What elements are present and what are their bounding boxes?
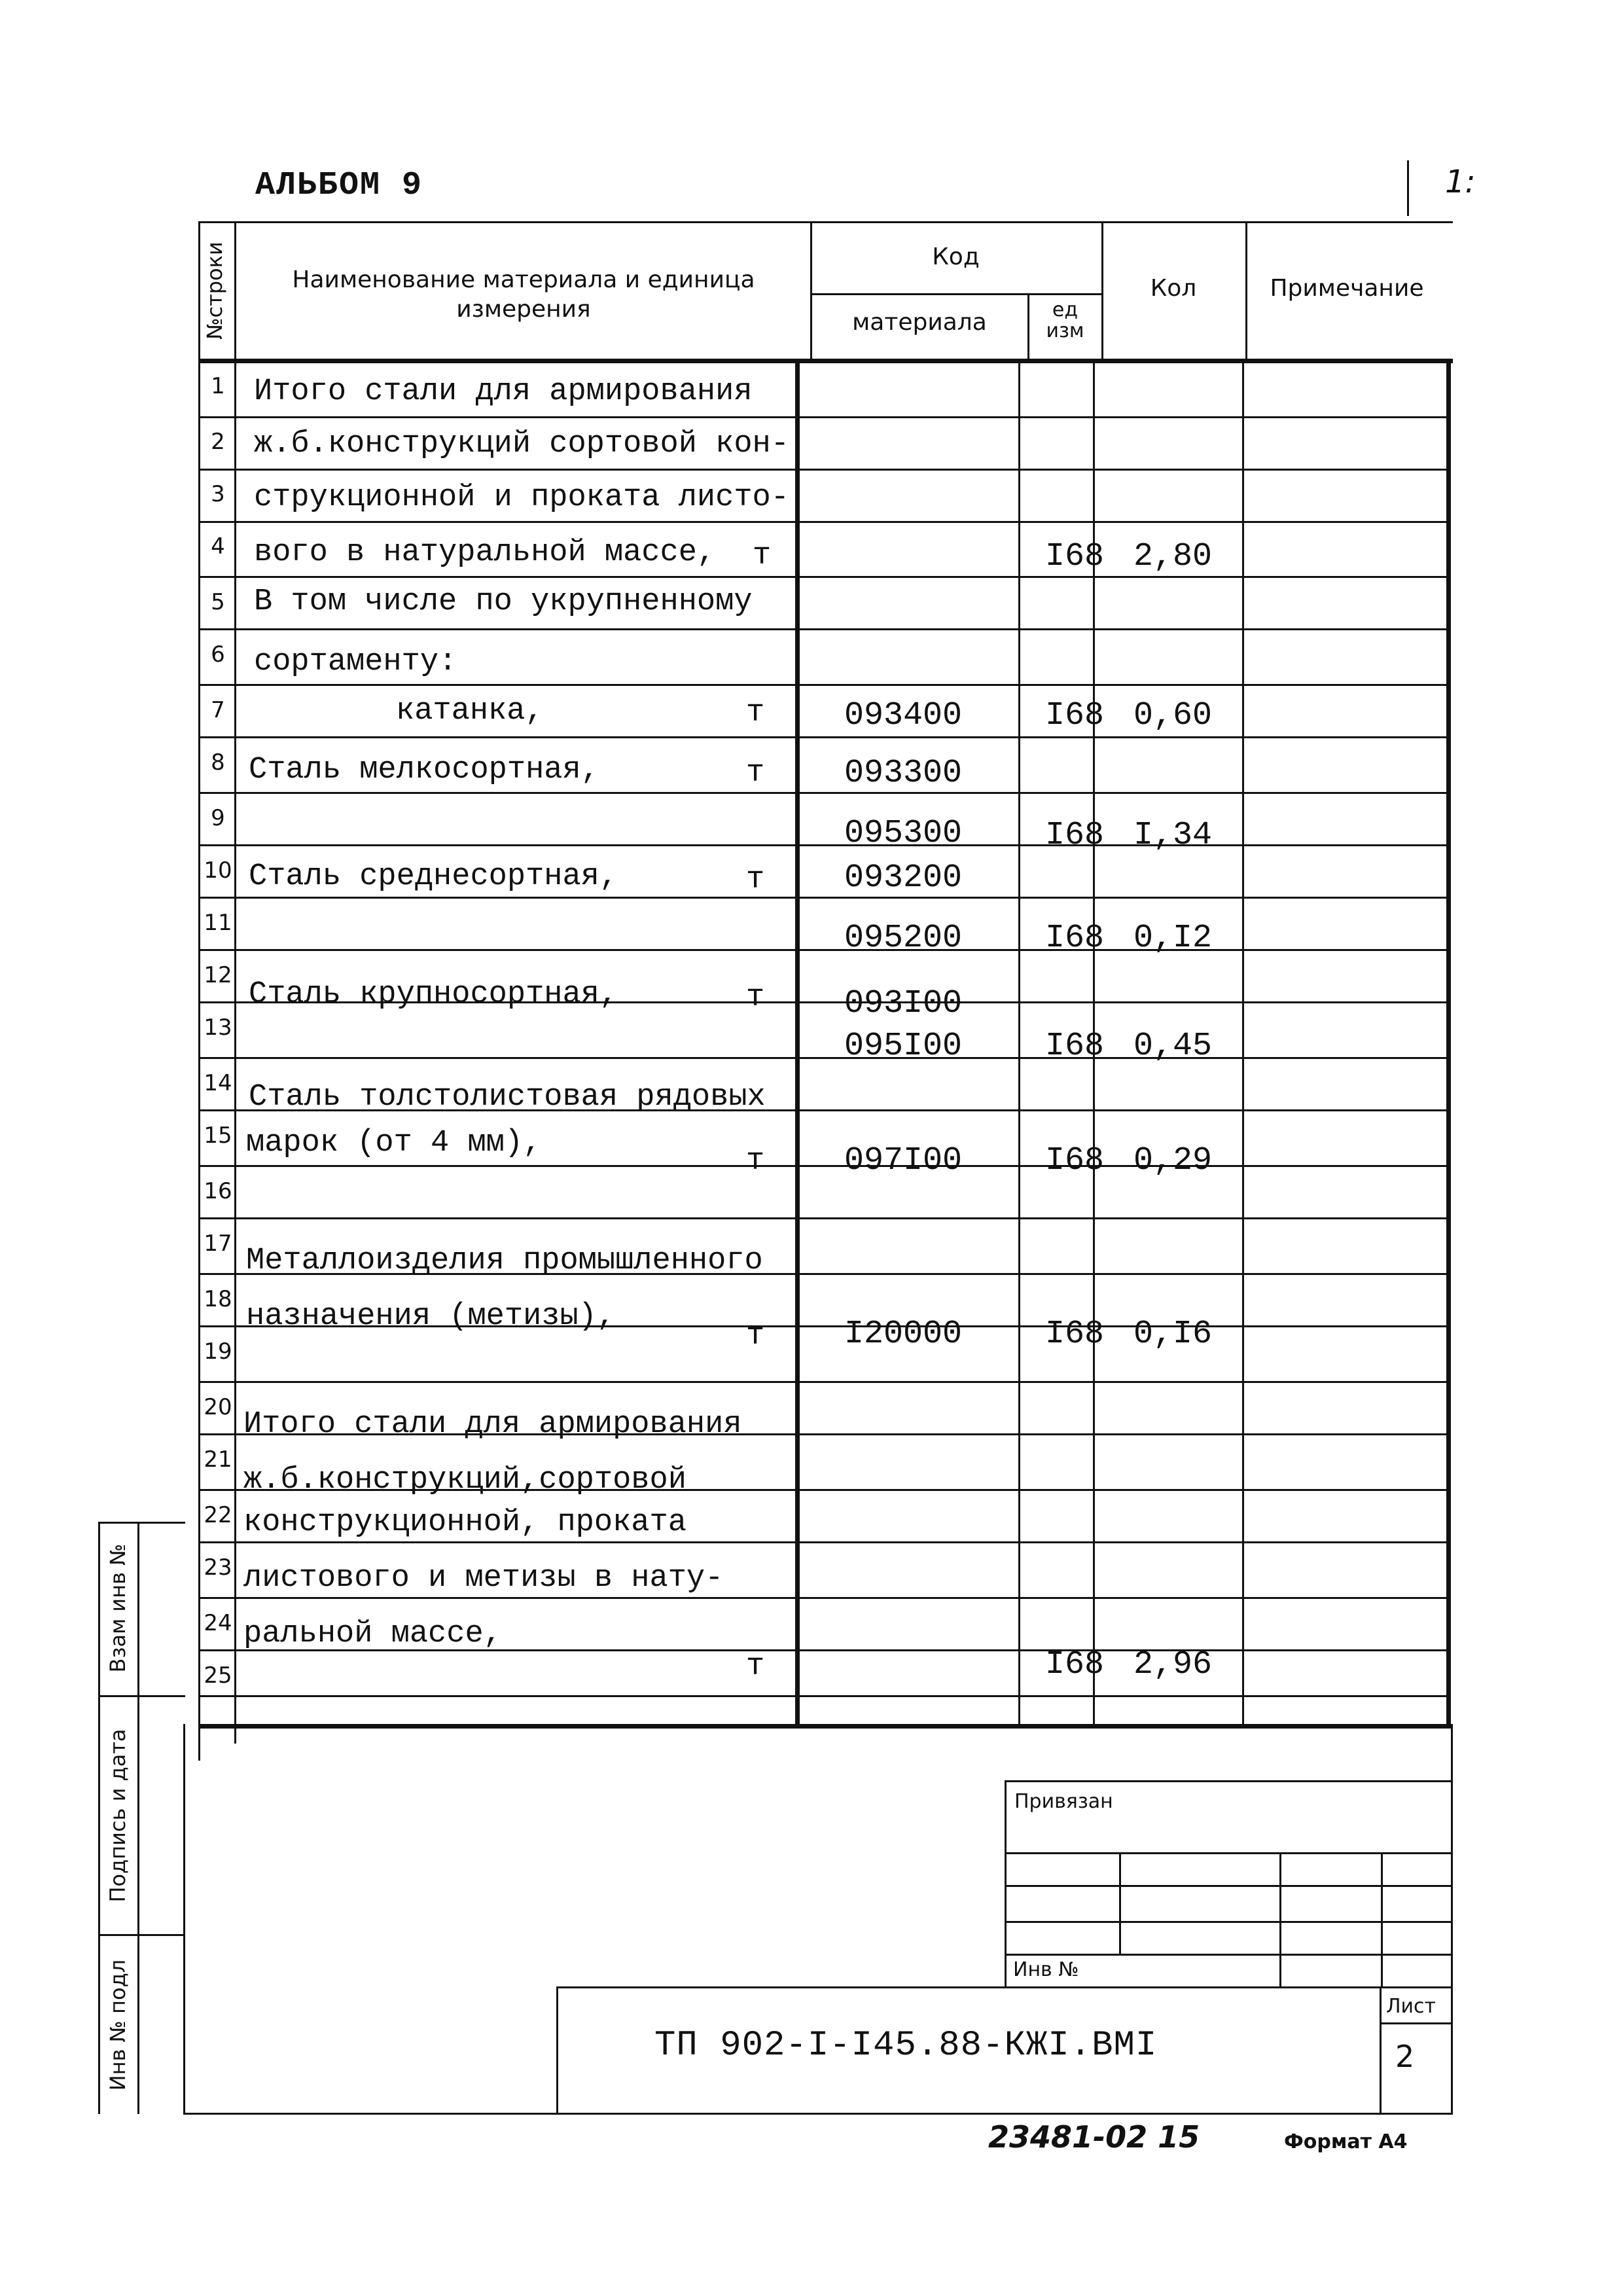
side-inv-podl-label: Инв № подл: [105, 1959, 130, 2091]
material-code: 095I00: [844, 1028, 963, 1065]
col-row-no: №строки: [202, 242, 227, 340]
unit-code: I68: [1045, 1316, 1105, 1353]
row-number: 11: [204, 910, 232, 936]
row-unit: т: [746, 1649, 765, 1684]
row-unit: т: [746, 696, 765, 730]
unit-code: I68: [1045, 697, 1105, 734]
material-code: 093300: [844, 755, 963, 792]
row-name: Сталь крупносортная,: [249, 977, 618, 1012]
frame-bottom-border: [183, 2113, 1453, 2115]
row-number: 9: [211, 805, 225, 831]
stamp-row-line: [1005, 1921, 1451, 1923]
row-line: [198, 897, 1448, 899]
material-code: 095300: [844, 815, 963, 852]
row-line: [198, 1541, 1448, 1543]
table-left-border: [198, 221, 200, 1761]
album-title: АЛЬБОМ 9: [255, 167, 423, 204]
row-name: Сталь мелкосортная,: [249, 753, 599, 787]
material-code: 093400: [844, 697, 963, 734]
row-number: 12: [204, 962, 232, 988]
row-line: [198, 1597, 1448, 1599]
body-qty-border: [1242, 359, 1244, 1727]
unit-code: I68: [1045, 1646, 1105, 1683]
material-code: 095200: [844, 920, 963, 957]
row-name: Металлоизделия промышленного: [246, 1244, 763, 1278]
col-note-header: Примечание: [1270, 275, 1424, 302]
side-podpis-label: Подпись и дата: [105, 1729, 130, 1903]
row-number: 25: [204, 1662, 232, 1689]
sheet-number: 2: [1395, 2039, 1415, 2074]
row-number: 20: [204, 1394, 232, 1420]
corner-mark: [1407, 160, 1409, 216]
row-number: 10: [204, 857, 232, 884]
row-unit: т: [746, 863, 765, 897]
quantity: 0,45: [1133, 1028, 1213, 1065]
unit-code: I68: [1045, 538, 1105, 575]
table-top-border: [198, 221, 1453, 223]
row-line: [198, 949, 1448, 951]
row-number: 5: [211, 589, 225, 615]
col-code-material: материала: [852, 309, 987, 336]
quantity: 0,29: [1133, 1142, 1213, 1179]
row-number: 21: [204, 1446, 232, 1473]
title-block-top: [556, 1986, 1451, 1988]
row-number: 4: [211, 533, 225, 560]
row-number: 7: [211, 697, 225, 723]
material-code: I20000: [844, 1316, 963, 1353]
row-name: В том числе по укрупненному: [254, 584, 753, 619]
title-block-sheet-divider: [1380, 2022, 1451, 2024]
code-sub-border: [810, 293, 1101, 295]
code-unit-border: [1027, 293, 1029, 360]
row-number: 24: [204, 1610, 232, 1636]
title-block-sheet-border: [1380, 1986, 1382, 2114]
inv-no-label: Инв №: [1013, 1958, 1079, 1981]
row-number: 8: [211, 749, 225, 776]
rowno-col-border: [234, 221, 236, 1744]
row-line: [198, 416, 1448, 418]
quantity: 2,80: [1133, 538, 1213, 575]
frame-left-border: [183, 1724, 185, 2114]
row-line: [198, 1695, 1448, 1697]
row-name: назначения (метизы),: [246, 1299, 616, 1334]
row-number: 17: [204, 1230, 232, 1257]
side-vzam-label: Взам инв №: [105, 1543, 130, 1673]
row-line: [198, 736, 1448, 738]
row-number: 14: [204, 1070, 232, 1096]
row-name: Сталь толстолистовая рядовых: [249, 1080, 766, 1115]
stamp-row-line: [1005, 1885, 1451, 1887]
body-right-border: [1446, 359, 1451, 1728]
stamp-col-line: [1279, 1852, 1281, 1988]
row-name: вого в натуральной массе,: [254, 535, 716, 570]
row-line: [198, 792, 1448, 794]
row-unit: т: [746, 980, 765, 1015]
row-unit: т: [746, 1319, 765, 1354]
row-number: 1: [211, 373, 225, 399]
row-line: [198, 844, 1448, 846]
body-top-border: [198, 359, 1453, 363]
row-line: [198, 521, 1448, 523]
row-name: Итого стали для армирования: [243, 1407, 742, 1442]
unit-code: I68: [1045, 1028, 1105, 1065]
row-name: марок (от 4 мм),: [246, 1126, 542, 1160]
col-qty-header: Кол: [1150, 275, 1197, 302]
row-number: 16: [204, 1178, 232, 1204]
side-stamp-divider: [98, 1695, 185, 1697]
body-name-border: [795, 359, 800, 1728]
row-name: листового и метизы в нату-: [243, 1561, 724, 1596]
row-name: катанка,: [396, 694, 544, 728]
row-number: 15: [204, 1122, 232, 1149]
row-name: конструкционной, проката: [243, 1505, 687, 1540]
row-line: [198, 684, 1448, 686]
handwritten-number: 23481-02 15: [988, 2119, 1200, 2155]
unit-code: I68: [1045, 920, 1105, 957]
body-bottom-border: [198, 1724, 1453, 1729]
row-number: 18: [204, 1286, 232, 1312]
row-name: ж.б.конструкций сортовой кон-: [254, 427, 789, 461]
row-unit: т: [753, 539, 772, 573]
row-line: [198, 576, 1448, 578]
title-block-left: [556, 1986, 558, 2114]
side-stamp-divider: [98, 1934, 185, 1936]
side-stamp-left: [98, 1522, 100, 2114]
stamp-col-line: [1119, 1852, 1121, 1954]
stamp-row-line: [1005, 1954, 1451, 1956]
row-number: 23: [204, 1554, 232, 1581]
quantity: I,34: [1133, 817, 1213, 854]
row-line: [198, 1057, 1448, 1059]
col-name-header: Наименование материала и единица измерения: [292, 266, 755, 323]
row-line: [198, 1217, 1448, 1219]
unit-code: I68: [1045, 1142, 1105, 1179]
row-line: [198, 628, 1448, 630]
paper-format: Формат А4: [1284, 2130, 1408, 2153]
document-id: ТП 902-I-I45.88-КЖI.ВМI: [654, 2026, 1158, 2066]
frame-right-border: [1451, 1724, 1453, 2115]
quantity: 2,96: [1133, 1646, 1213, 1683]
unit-code: I68: [1045, 817, 1105, 854]
row-name: ральной массе,: [243, 1617, 502, 1651]
row-name: ж.б.конструкций,сортовой: [243, 1463, 687, 1498]
body-code-border: [1018, 359, 1020, 1727]
row-name: Итого стали для армирования: [254, 374, 753, 409]
material-code: 093200: [844, 859, 963, 897]
quantity: 0,I6: [1133, 1316, 1213, 1353]
stamp-left-border: [1005, 1780, 1007, 1988]
quantity: 0,I2: [1133, 920, 1213, 957]
sheet-label: Лист: [1386, 1995, 1436, 2018]
row-number: 3: [211, 481, 225, 507]
row-unit: т: [746, 756, 765, 791]
row-name: Сталь среднесортная,: [249, 859, 618, 894]
row-number: 13: [204, 1014, 232, 1041]
quantity: 0,60: [1133, 697, 1213, 734]
material-code: 097I00: [844, 1142, 963, 1179]
row-name: сортаменту:: [254, 645, 457, 679]
row-unit: т: [746, 1144, 765, 1179]
side-stamp-top: [98, 1522, 185, 1524]
row-number: 6: [211, 641, 225, 668]
row-line: [198, 1381, 1448, 1383]
col-code-header: Код: [932, 243, 980, 270]
material-code: 093I00: [844, 985, 963, 1022]
row-line: [198, 1165, 1448, 1167]
row-name: струкционной и проката листо-: [254, 480, 789, 515]
stamp-col-line: [1381, 1852, 1383, 1988]
col-code-unit: ед изм: [1046, 298, 1084, 342]
row-number: 22: [204, 1502, 232, 1528]
row-number: 2: [211, 429, 225, 455]
stamp-top-border: [1005, 1780, 1451, 1782]
stamp-row-line: [1005, 1852, 1451, 1854]
row-line: [198, 469, 1448, 471]
privyazan-label: Привязан: [1014, 1790, 1113, 1813]
page-corner-number: 1:: [1445, 164, 1476, 200]
row-number: 19: [204, 1338, 232, 1365]
side-stamp-mid: [137, 1522, 139, 2114]
